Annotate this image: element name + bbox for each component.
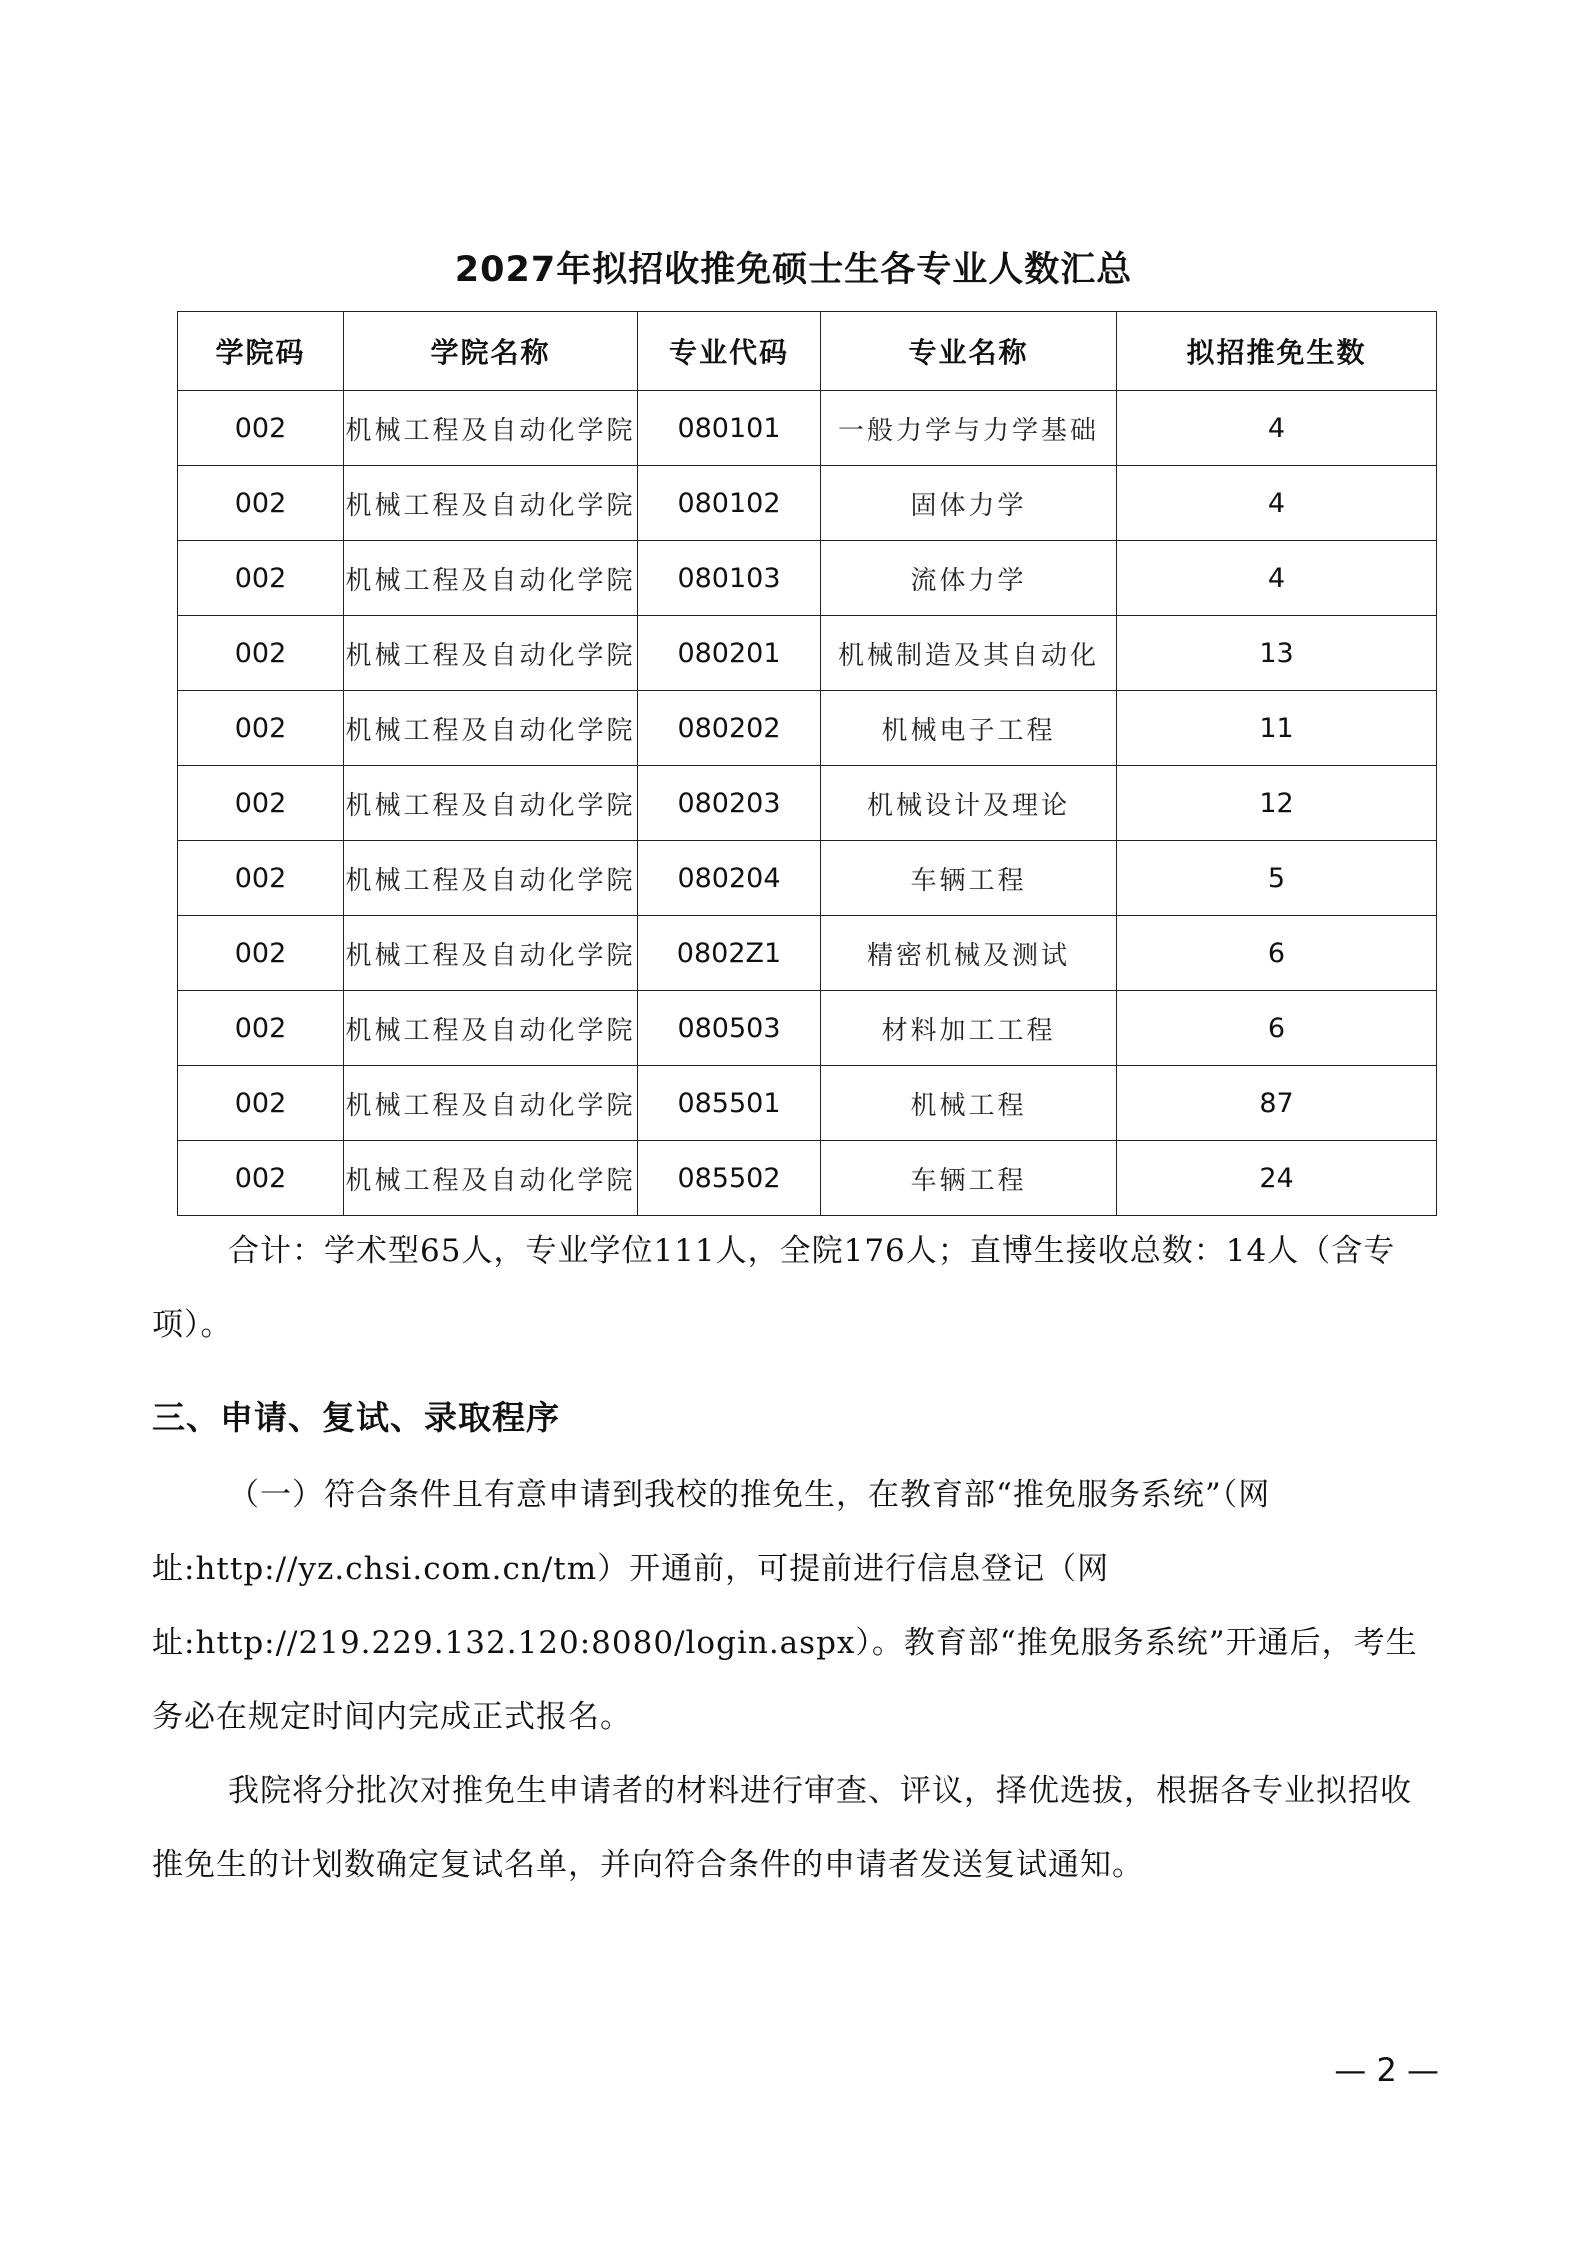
cell-college-name: 机械工程及自动化学院 <box>344 1066 638 1141</box>
cell-major-name: 机械设计及理论 <box>821 766 1117 841</box>
summary-note <box>152 1214 1438 1362</box>
table-row <box>178 691 1437 766</box>
table-row <box>178 616 1437 691</box>
cell-quota: 4 <box>1117 391 1437 466</box>
cell-college-code: 002 <box>178 1141 344 1216</box>
table-row <box>178 1141 1437 1216</box>
document-title: 2027年拟招收推免硕士生各专业人数汇总 <box>454 250 1133 290</box>
cell-college-code: 002 <box>178 616 344 691</box>
table-row <box>178 466 1437 541</box>
cell-major-name: 材料加工工程 <box>821 991 1117 1066</box>
cell-major-code: 080202 <box>638 691 821 766</box>
cell-college-name: 机械工程及自动化学院 <box>344 766 638 841</box>
cell-major-name: 机械电子工程 <box>821 691 1117 766</box>
cell-major-name: 车辆工程 <box>821 1141 1117 1216</box>
paragraph-application-text: （一）符合条件且有意申请到我校的推免生，在教育部“推免服务系统”（网址:http://yz.chsi.com.cn/tm）开通前，可提前进行信息登记（网址:http://219.229.132.120:8080/login.aspx）。教育部“推免服务系统”开通后，考生务必在规定时间内完成正式报名。 <box>152 1477 1418 1735</box>
cell-college-name: 机械工程及自动化学院 <box>344 691 638 766</box>
cell-quota: 4 <box>1117 466 1437 541</box>
cell-quota: 11 <box>1117 691 1437 766</box>
cell-major-code: 080102 <box>638 466 821 541</box>
cell-college-name: 机械工程及自动化学院 <box>344 991 638 1066</box>
header-college-code: 学院码 <box>178 312 344 391</box>
page-number: — 2 — <box>1334 2051 1439 2089</box>
cell-college-name: 机械工程及自动化学院 <box>344 1141 638 1216</box>
cell-major-code: 080101 <box>638 391 821 466</box>
cell-major-name: 机械制造及其自动化 <box>821 616 1117 691</box>
header-college-name: 学院名称 <box>344 312 638 391</box>
cell-major-code: 080201 <box>638 616 821 691</box>
cell-major-code: 080103 <box>638 541 821 616</box>
cell-quota: 13 <box>1117 616 1437 691</box>
table-row <box>178 1066 1437 1141</box>
cell-major-name: 一般力学与力学基础 <box>821 391 1117 466</box>
cell-major-name: 机械工程 <box>821 1066 1117 1141</box>
cell-major-code: 085502 <box>638 1141 821 1216</box>
cell-quota: 12 <box>1117 766 1437 841</box>
cell-major-name: 车辆工程 <box>821 841 1117 916</box>
cell-college-code: 002 <box>178 1066 344 1141</box>
cell-quota: 24 <box>1117 1141 1437 1216</box>
paragraph-application <box>152 1458 1438 1754</box>
cell-major-code: 080204 <box>638 841 821 916</box>
cell-major-name: 固体力学 <box>821 466 1117 541</box>
table-row <box>178 391 1437 466</box>
table-row <box>178 766 1437 841</box>
cell-major-code: 080203 <box>638 766 821 841</box>
cell-college-code: 002 <box>178 541 344 616</box>
cell-quota: 6 <box>1117 991 1437 1066</box>
cell-college-code: 002 <box>178 841 344 916</box>
cell-college-code: 002 <box>178 991 344 1066</box>
section-heading: 三、申请、复试、录取程序 <box>152 1398 560 1437</box>
table-row <box>178 916 1437 991</box>
cell-college-code: 002 <box>178 691 344 766</box>
table-row <box>178 541 1437 616</box>
header-quota: 拟招推免生数 <box>1117 312 1437 391</box>
table-row <box>178 841 1437 916</box>
table-header-row <box>178 312 1437 391</box>
cell-quota: 5 <box>1117 841 1437 916</box>
cell-college-name: 机械工程及自动化学院 <box>344 466 638 541</box>
cell-major-code: 0802Z1 <box>638 916 821 991</box>
cell-college-name: 机械工程及自动化学院 <box>344 616 638 691</box>
paragraph-review-text: 我院将分批次对推免生申请者的材料进行审查、评议，择优选拔，根据各专业拟招收推免生的计划数确定复试名单，并向符合条件的申请者发送复试通知。 <box>152 1773 1412 1883</box>
cell-major-code: 080503 <box>638 991 821 1066</box>
cell-college-code: 002 <box>178 391 344 466</box>
table-row <box>178 991 1437 1066</box>
cell-college-name: 机械工程及自动化学院 <box>344 841 638 916</box>
cell-quota: 6 <box>1117 916 1437 991</box>
enrollment-summary-table <box>177 311 1437 1216</box>
cell-college-code: 002 <box>178 766 344 841</box>
cell-major-name: 精密机械及测试 <box>821 916 1117 991</box>
paragraph-review <box>152 1754 1438 1902</box>
cell-college-name: 机械工程及自动化学院 <box>344 541 638 616</box>
cell-college-code: 002 <box>178 466 344 541</box>
header-major-code: 专业代码 <box>638 312 821 391</box>
cell-college-name: 机械工程及自动化学院 <box>344 916 638 991</box>
summary-note-text: 合计：学术型65人，专业学位111人，全院176人；直博生接收总数：14人（含专项）。 <box>152 1233 1396 1343</box>
cell-quota: 87 <box>1117 1066 1437 1141</box>
cell-quota: 4 <box>1117 541 1437 616</box>
cell-major-code: 085501 <box>638 1066 821 1141</box>
cell-college-name: 机械工程及自动化学院 <box>344 391 638 466</box>
cell-college-code: 002 <box>178 916 344 991</box>
cell-major-name: 流体力学 <box>821 541 1117 616</box>
header-major-name: 专业名称 <box>821 312 1117 391</box>
